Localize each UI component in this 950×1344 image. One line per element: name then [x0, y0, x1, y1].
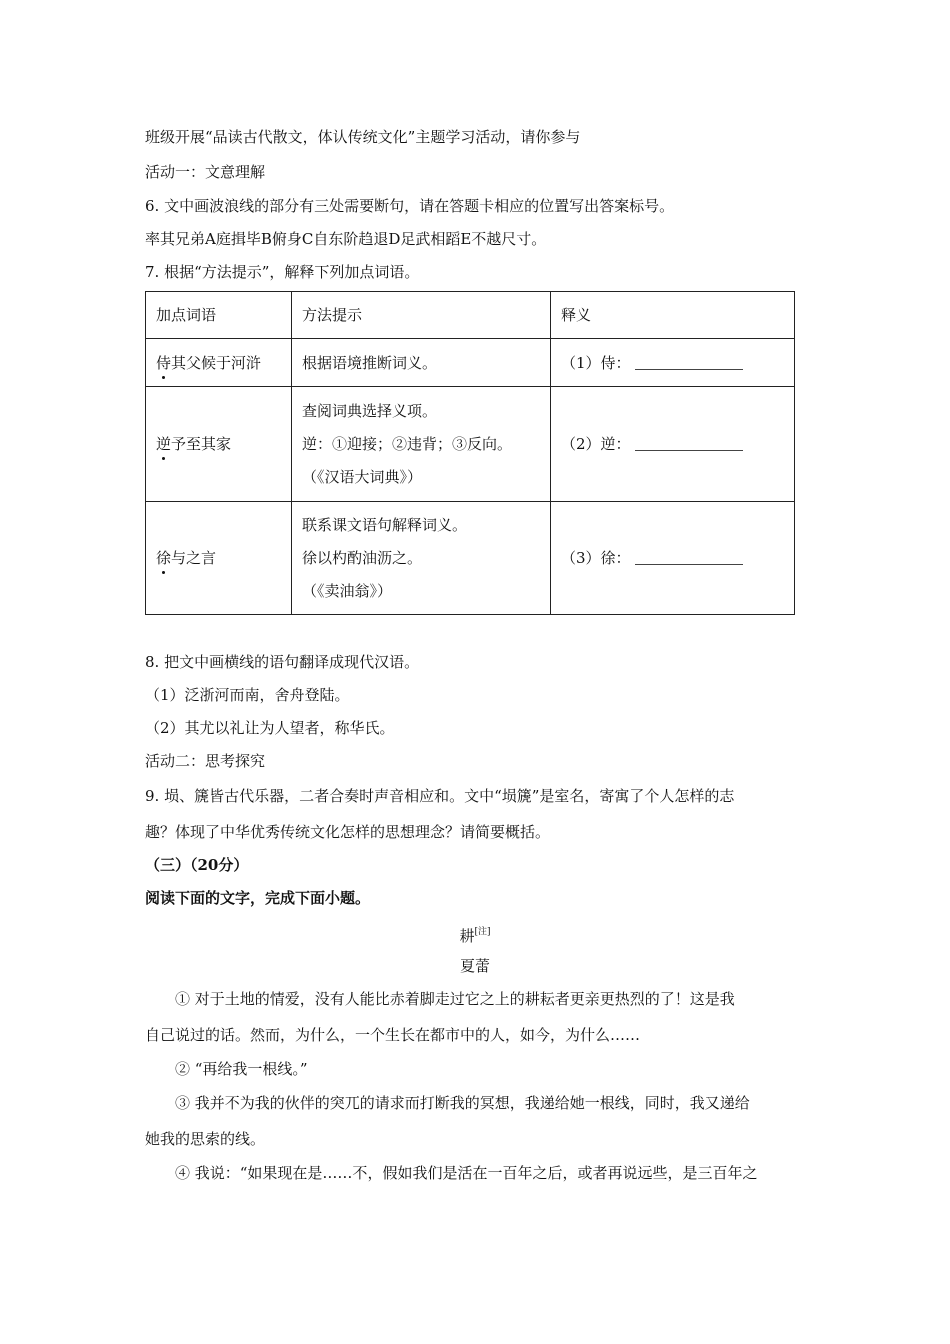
dotted-char: 逆	[156, 435, 172, 453]
hint-line: 逆：①迎接；②违背；③反向。	[302, 435, 513, 453]
answer-cell	[551, 339, 795, 387]
paragraph-4-line-1: ④ 我说：“如果现在是……不，假如我们是活在一百年之后，或者再说远些，是三百年之	[175, 1164, 758, 1182]
hint-line: 根据语境推断词义。	[302, 353, 438, 372]
answer-blank[interactable]	[635, 551, 743, 565]
activity-one-heading: 活动一：文意理解	[145, 163, 266, 181]
answer-blank[interactable]	[635, 356, 743, 370]
table-header-cell: 释义	[551, 292, 795, 339]
section-3-heading: （三）（20分）	[145, 856, 249, 874]
table-row	[146, 339, 795, 387]
question-6-text: 率其兄弟A庭揖毕B俯身C自东阶趋退D足武相蹈E不越尺寸。	[145, 230, 547, 248]
paragraph-3-line-2: 她我的思索的线。	[145, 1130, 266, 1148]
word-cell	[146, 387, 292, 502]
word-cell	[146, 339, 292, 387]
paragraph-1-line-2: 自己说过的话。然而，为什么，一个生长在都市中的人，如今，为什么……	[145, 1026, 641, 1044]
question-6: 6. 文中画波浪线的部分有三处需要断句，请在答题卡相应的位置写出答案标号。	[145, 197, 675, 215]
question-9-line-1: 9. 埙、篪皆古代乐器，二者合奏时声音相应和。文中“埙篪”是室名，寄寓了个人怎样的志	[145, 787, 735, 805]
activity-two-heading: 活动二：思考探究	[145, 752, 266, 770]
table-row	[146, 387, 795, 502]
word-cell	[146, 502, 292, 615]
essay-title	[145, 922, 805, 946]
paragraph-1-line-1: ① 对于土地的情爱，没有人能比赤着脚走过它之上的耕耘者更亲更热烈的了！这是我	[175, 990, 735, 1008]
question-9-line-2: 趣？体现了中华优秀传统文化怎样的思想理念？请简要概括。	[145, 823, 551, 841]
answer-cell	[551, 502, 795, 615]
word-rest: 予至其家	[171, 435, 232, 453]
question-8: 8. 把文中画横线的语句翻译成现代汉语。	[145, 653, 420, 671]
answer-label: （2）逆：	[561, 435, 631, 453]
essay-title-text: 耕	[459, 927, 475, 945]
answer-blank[interactable]	[635, 437, 743, 451]
dotted-char: 徐	[156, 549, 172, 567]
table-header-cell: 方法提示	[292, 292, 551, 339]
title-footnote-marker: [注]	[474, 927, 491, 937]
hint-cell	[292, 339, 551, 387]
question-8-item-2: （2）其尤以礼让为人望者，称华氏。	[145, 719, 395, 737]
table-header-cell: 加点词语	[146, 292, 292, 339]
hint-line: （《卖油翁》）	[302, 582, 393, 600]
section-3-instruction: 阅读下面的文字，完成下面小题。	[145, 889, 371, 907]
paragraph-3-line-1: ③ 我并不为我的伙伴的突兀的请求而打断我的冥想，我递给她一根线，同时，我又递给	[175, 1094, 750, 1112]
paragraph-2: ② “再给我一根线。”	[175, 1060, 308, 1078]
answer-cell	[551, 387, 795, 502]
table-row	[146, 502, 795, 615]
hint-cell	[292, 502, 551, 615]
hint-line: （《汉语大词典》）	[302, 468, 423, 486]
word-rest: 其父候于河浒	[171, 353, 262, 372]
table-header-row	[146, 292, 795, 339]
hint-line: 联系课文语句解释词义。	[302, 516, 468, 534]
question-7: 7. 根据“方法提示”，解释下列加点词语。	[145, 263, 420, 281]
word-rest: 与之言	[171, 549, 217, 567]
essay-author: 夏蕾	[459, 957, 490, 975]
method-table	[145, 291, 795, 615]
question-8-item-1: （1）泛浙河而南，舍舟登陆。	[145, 686, 350, 704]
hint-line: 查阅词典选择义项。	[302, 402, 438, 420]
hint-cell	[292, 387, 551, 502]
answer-label: （3）徐：	[561, 549, 631, 567]
intro-text: 班级开展“品读古代散文，体认传统文化”主题学习活动，请你参与	[145, 128, 581, 146]
dotted-char: 侍	[156, 353, 172, 372]
answer-label: （1）侍：	[561, 353, 631, 372]
hint-line: 徐以杓酌油沥之。	[302, 549, 423, 567]
